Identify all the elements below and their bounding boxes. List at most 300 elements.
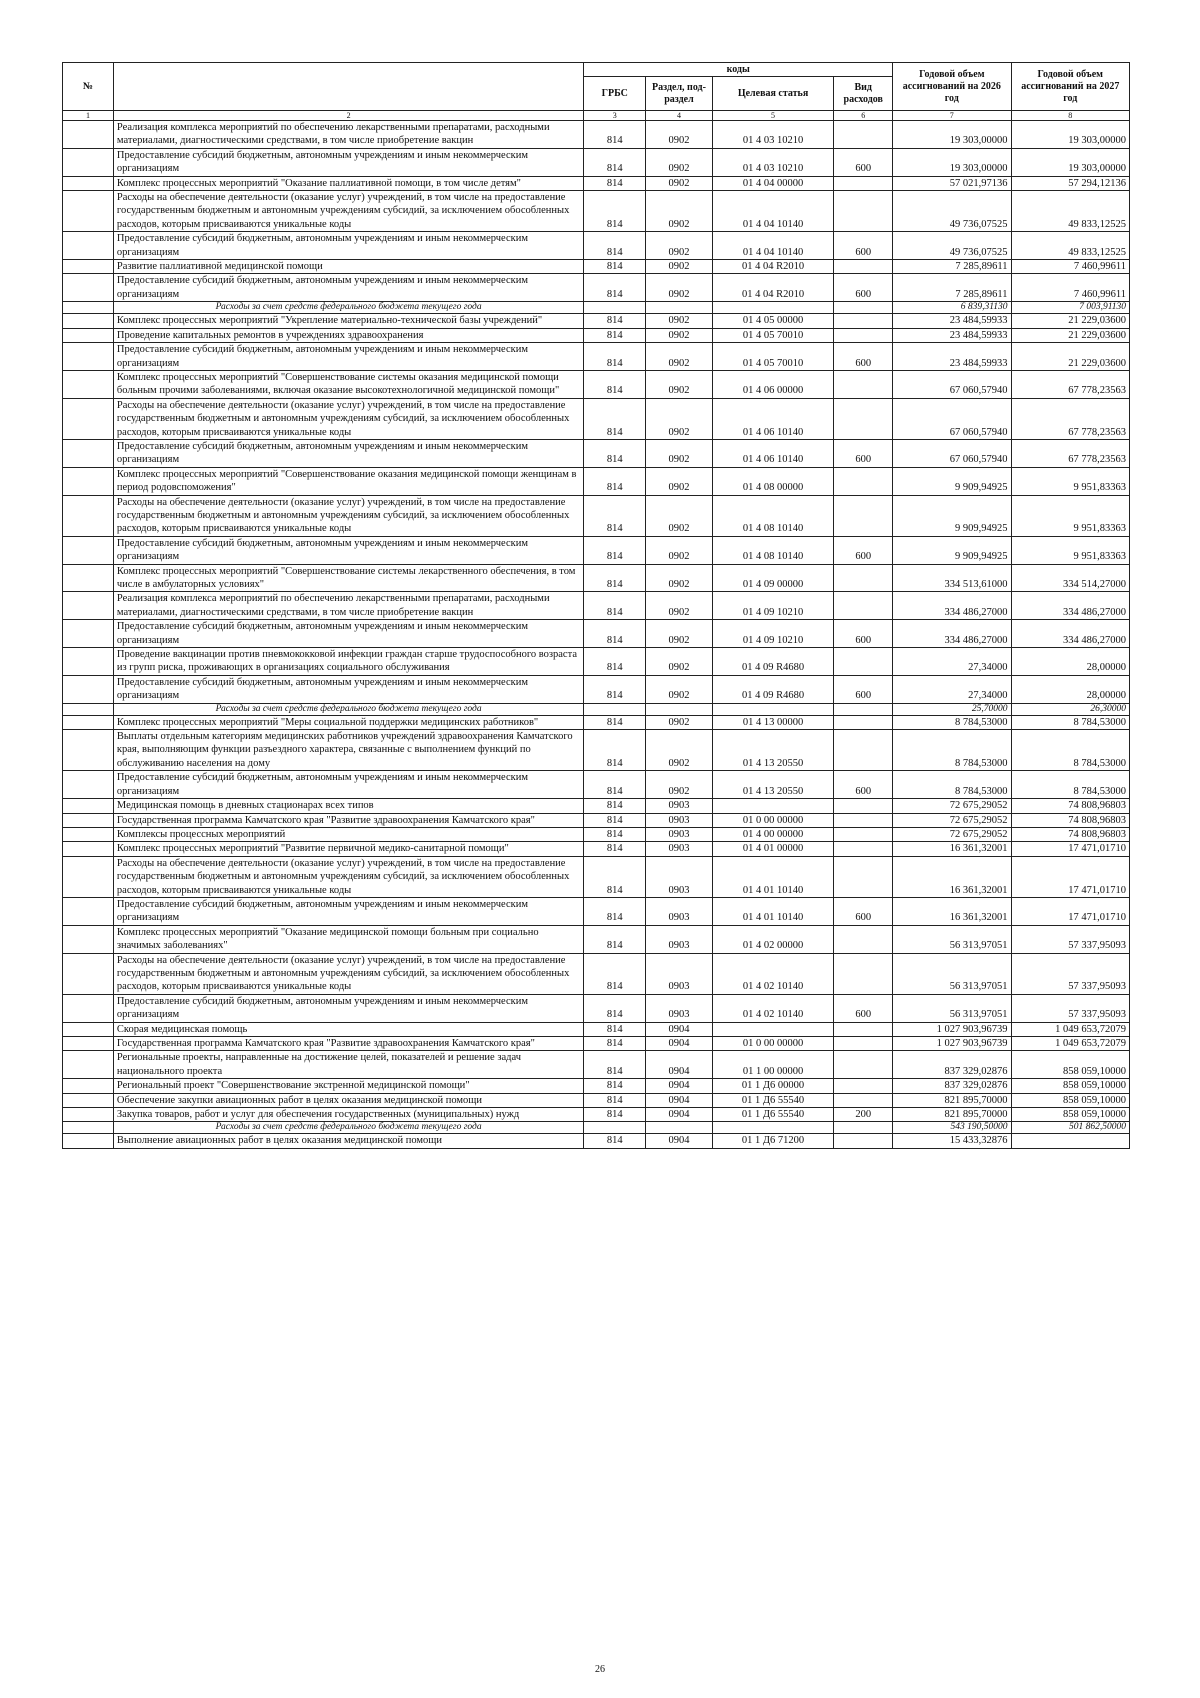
row-target-cell: 01 4 00 00000 [712, 827, 834, 841]
row-2027-cell: 57 294,12136 [1011, 176, 1129, 190]
row-2027-cell: 8 784,53000 [1011, 715, 1129, 729]
row-kind-cell: 600 [834, 232, 893, 260]
row-name-cell: Предоставление субсидий бюджетным, автономным учреждениям и иным некоммерческим организациям [113, 439, 583, 467]
row-name-cell: Предоставление субсидий бюджетным, автономным учреждениям и иным некоммерческим организациям [113, 675, 583, 703]
row-section-cell: 0903 [646, 897, 712, 925]
row-target-cell: 01 4 08 00000 [712, 467, 834, 495]
row-name-cell: Комплекс процессных мероприятий "Меры социальной поддержки медицинских работников" [113, 715, 583, 729]
row-2026-cell: 9 909,94925 [893, 536, 1011, 564]
row-number-cell [63, 994, 114, 1022]
index-cell: 5 [712, 111, 834, 121]
row-2026-cell: 543 190,50000 [893, 1122, 1011, 1134]
row-section-cell: 0904 [646, 1037, 712, 1051]
row-section-cell: 0902 [646, 328, 712, 342]
table-row [63, 842, 1130, 856]
row-kind-cell [834, 328, 893, 342]
table-row [63, 620, 1130, 648]
row-number-cell [63, 703, 114, 715]
row-grbs-cell: 814 [584, 1093, 646, 1107]
row-2026-cell: 6 839,31130 [893, 302, 1011, 314]
row-section-cell: 0903 [646, 827, 712, 841]
row-kind-cell [834, 302, 893, 314]
index-cell: 6 [834, 111, 893, 121]
row-number-cell [63, 191, 114, 232]
row-kind-cell: 600 [834, 439, 893, 467]
row-2026-cell: 837 329,02876 [893, 1051, 1011, 1079]
row-2026-cell: 334 486,27000 [893, 592, 1011, 620]
row-name-cell: Предоставление субсидий бюджетным, автономным учреждениям и иным некоммерческим организациям [113, 897, 583, 925]
row-grbs-cell: 814 [584, 953, 646, 994]
row-target-cell: 01 0 00 00000 [712, 813, 834, 827]
row-name-cell: Проведение капитальных ремонтов в учреждениях здравоохранения [113, 328, 583, 342]
row-section-cell: 0903 [646, 842, 712, 856]
row-grbs-cell: 814 [584, 314, 646, 328]
row-section-cell: 0902 [646, 439, 712, 467]
row-number-cell [63, 620, 114, 648]
row-number-cell [63, 813, 114, 827]
row-kind-cell [834, 842, 893, 856]
row-target-cell: 01 4 06 00000 [712, 370, 834, 398]
row-section-cell [646, 302, 712, 314]
row-2026-cell: 57 021,97136 [893, 176, 1011, 190]
row-number-cell [63, 467, 114, 495]
header-name-blank [113, 63, 583, 111]
row-section-cell: 0902 [646, 343, 712, 371]
row-target-cell [712, 799, 834, 813]
table-body [63, 121, 1130, 1149]
table-row [63, 813, 1130, 827]
row-number-cell [63, 715, 114, 729]
table-row [63, 799, 1130, 813]
row-2027-cell: 74 808,96803 [1011, 827, 1129, 841]
row-section-cell: 0904 [646, 1134, 712, 1148]
row-2026-cell: 72 675,29052 [893, 799, 1011, 813]
row-number-cell [63, 842, 114, 856]
row-2027-cell: 17 471,01710 [1011, 856, 1129, 897]
row-number-cell [63, 1122, 114, 1134]
row-grbs-cell: 814 [584, 827, 646, 841]
table-row [63, 564, 1130, 592]
row-target-cell: 01 4 06 10140 [712, 439, 834, 467]
row-2026-cell: 56 313,97051 [893, 953, 1011, 994]
row-2027-cell: 57 337,95093 [1011, 994, 1129, 1022]
row-target-cell: 01 4 08 10140 [712, 536, 834, 564]
row-2026-cell: 19 303,00000 [893, 148, 1011, 176]
row-number-cell [63, 827, 114, 841]
header-target: Целевая статья [712, 77, 834, 111]
row-number-cell [63, 343, 114, 371]
row-2027-cell: 28,00000 [1011, 648, 1129, 676]
row-2027-cell: 49 833,12525 [1011, 191, 1129, 232]
federal-budget-row [63, 302, 1130, 314]
row-grbs-cell: 814 [584, 260, 646, 274]
row-kind-cell: 600 [834, 675, 893, 703]
row-2027-cell: 17 471,01710 [1011, 842, 1129, 856]
row-grbs-cell: 814 [584, 730, 646, 771]
row-2026-cell: 72 675,29052 [893, 813, 1011, 827]
row-name-cell: Расходы на обеспечение деятельности (оказание услуг) учреждений, в том числе на предоставление государственным бюджетным и автономным учреждениям субсидий, за исключением обособленных расходов, которым присваиваются уникальные коды [113, 398, 583, 439]
row-grbs-cell: 814 [584, 675, 646, 703]
federal-budget-row [63, 703, 1130, 715]
row-target-cell: 01 4 01 00000 [712, 842, 834, 856]
row-target-cell: 01 4 04 10140 [712, 191, 834, 232]
row-name-cell: Скорая медицинская помощь [113, 1022, 583, 1036]
row-target-cell: 01 4 05 70010 [712, 343, 834, 371]
row-2027-cell: 858 059,10000 [1011, 1108, 1129, 1122]
row-kind-cell [834, 398, 893, 439]
row-2027-cell: 57 337,95093 [1011, 925, 1129, 953]
row-grbs-cell: 814 [584, 191, 646, 232]
row-number-cell [63, 953, 114, 994]
row-grbs-cell: 814 [584, 715, 646, 729]
row-section-cell: 0902 [646, 620, 712, 648]
row-grbs-cell [584, 703, 646, 715]
row-target-cell: 01 4 03 10210 [712, 148, 834, 176]
row-target-cell: 01 4 01 10140 [712, 856, 834, 897]
row-kind-cell [834, 176, 893, 190]
row-name-cell: Предоставление субсидий бюджетным, автономным учреждениям и иным некоммерческим организациям [113, 274, 583, 302]
row-2027-cell: 334 486,27000 [1011, 592, 1129, 620]
row-grbs-cell: 814 [584, 771, 646, 799]
row-name-cell: Комплексы процессных мероприятий [113, 827, 583, 841]
row-kind-cell [834, 1051, 893, 1079]
table-row [63, 536, 1130, 564]
row-grbs-cell: 814 [584, 620, 646, 648]
row-grbs-cell: 814 [584, 1134, 646, 1148]
row-kind-cell [834, 648, 893, 676]
row-section-cell: 0902 [646, 771, 712, 799]
table-row [63, 232, 1130, 260]
row-2026-cell: 16 361,32001 [893, 897, 1011, 925]
row-section-cell: 0902 [646, 274, 712, 302]
row-name-cell: Комплекс процессных мероприятий "Оказание медицинской помощи больным при социально значимых заболеваниях" [113, 925, 583, 953]
row-2027-cell [1011, 1134, 1129, 1148]
row-number-cell [63, 592, 114, 620]
row-number-cell [63, 370, 114, 398]
table-row [63, 343, 1130, 371]
row-grbs-cell: 814 [584, 1022, 646, 1036]
row-kind-cell: 600 [834, 771, 893, 799]
row-2027-cell: 49 833,12525 [1011, 232, 1129, 260]
row-number-cell [63, 675, 114, 703]
row-2027-cell: 19 303,00000 [1011, 121, 1129, 149]
table-row [63, 314, 1130, 328]
row-kind-cell [834, 799, 893, 813]
row-name-cell: Региональные проекты, направленные на достижение целей, показателей и решение задач национального проекта [113, 1051, 583, 1079]
row-name-cell: Выплаты отдельным категориям медицинских работников учреждений здравоохранения Камчатского края, выполняющим функции разъездного характера, связанные с выполнением функций по обслуживанию населения на дому [113, 730, 583, 771]
row-target-cell: 01 4 02 10140 [712, 994, 834, 1022]
row-number-cell [63, 232, 114, 260]
row-number-cell [63, 1093, 114, 1107]
table-row [63, 495, 1130, 536]
row-2026-cell: 16 361,32001 [893, 842, 1011, 856]
row-2026-cell: 19 303,00000 [893, 121, 1011, 149]
row-name-cell: Проведение вакцинации против пневмококковой инфекции граждан старше трудоспособного возраста из групп риска, проживающих в организациях социального обслуживания [113, 648, 583, 676]
row-section-cell: 0904 [646, 1093, 712, 1107]
row-2027-cell: 21 229,03600 [1011, 343, 1129, 371]
row-kind-cell [834, 813, 893, 827]
table-row [63, 176, 1130, 190]
table-row [63, 897, 1130, 925]
row-name-cell: Развитие паллиативной медицинской помощи [113, 260, 583, 274]
row-2026-cell: 56 313,97051 [893, 925, 1011, 953]
index-cell: 7 [893, 111, 1011, 121]
row-2026-cell: 837 329,02876 [893, 1079, 1011, 1093]
row-2027-cell: 19 303,00000 [1011, 148, 1129, 176]
row-target-cell [712, 302, 834, 314]
row-grbs-cell: 814 [584, 370, 646, 398]
table-row [63, 439, 1130, 467]
row-kind-cell [834, 1093, 893, 1107]
row-number-cell [63, 274, 114, 302]
row-grbs-cell: 814 [584, 592, 646, 620]
row-grbs-cell: 814 [584, 1051, 646, 1079]
row-2026-cell: 25,70000 [893, 703, 1011, 715]
row-number-cell [63, 121, 114, 149]
row-number-cell [63, 260, 114, 274]
federal-budget-row [63, 1122, 1130, 1134]
table-row [63, 1108, 1130, 1122]
row-number-cell [63, 856, 114, 897]
row-2027-cell: 858 059,10000 [1011, 1093, 1129, 1107]
row-number-cell [63, 1134, 114, 1148]
row-2027-cell: 21 229,03600 [1011, 328, 1129, 342]
row-section-cell: 0903 [646, 856, 712, 897]
row-name-cell: Предоставление субсидий бюджетным, автономным учреждениям и иным некоммерческим организациям [113, 536, 583, 564]
row-kind-cell: 600 [834, 536, 893, 564]
row-name-cell: Предоставление субсидий бюджетным, автономным учреждениям и иным некоммерческим организациям [113, 771, 583, 799]
row-kind-cell [834, 1079, 893, 1093]
row-section-cell: 0903 [646, 994, 712, 1022]
table-row [63, 675, 1130, 703]
header-codes: коды [584, 63, 893, 77]
table-row [63, 730, 1130, 771]
row-grbs-cell: 814 [584, 495, 646, 536]
row-grbs-cell: 814 [584, 274, 646, 302]
table-row [63, 121, 1130, 149]
table-row [63, 648, 1130, 676]
row-target-cell: 01 1 Д6 55540 [712, 1108, 834, 1122]
table-row [63, 1037, 1130, 1051]
row-name-cell: Комплекс процессных мероприятий "Совершенствование системы оказания медицинской помощи больным прочими заболеваниями, включая оказание высокотехнологичной медицинской помощи" [113, 370, 583, 398]
row-2026-cell: 8 784,53000 [893, 715, 1011, 729]
row-target-cell: 01 4 02 10140 [712, 953, 834, 994]
row-2027-cell: 1 049 653,72079 [1011, 1037, 1129, 1051]
row-kind-cell: 600 [834, 994, 893, 1022]
row-section-cell: 0902 [646, 467, 712, 495]
row-name-cell: Комплекс процессных мероприятий "Развитие первичной медико-санитарной помощи" [113, 842, 583, 856]
row-section-cell: 0902 [646, 536, 712, 564]
row-2026-cell: 821 895,70000 [893, 1108, 1011, 1122]
row-2027-cell: 21 229,03600 [1011, 314, 1129, 328]
row-2026-cell: 7 285,89611 [893, 260, 1011, 274]
row-kind-cell [834, 1022, 893, 1036]
row-target-cell: 01 4 01 10140 [712, 897, 834, 925]
table-row [63, 398, 1130, 439]
row-2027-cell: 57 337,95093 [1011, 953, 1129, 994]
row-2026-cell: 8 784,53000 [893, 771, 1011, 799]
table-row [63, 1022, 1130, 1036]
row-target-cell: 01 4 09 R4680 [712, 675, 834, 703]
table-row [63, 1134, 1130, 1148]
row-kind-cell [834, 703, 893, 715]
row-2026-cell: 1 027 903,96739 [893, 1022, 1011, 1036]
table-row [63, 994, 1130, 1022]
row-name-cell: Расходы на обеспечение деятельности (оказание услуг) учреждений, в том числе на предоставление государственным бюджетным и автономным учреждениям субсидий, за исключением обособленных расходов, которым присваиваются уникальные коды [113, 495, 583, 536]
index-cell: 2 [113, 111, 583, 121]
row-grbs-cell: 814 [584, 925, 646, 953]
row-name-cell: Закупка товаров, работ и услуг для обеспечения государственных (муниципальных) нужд [113, 1108, 583, 1122]
row-2027-cell: 74 808,96803 [1011, 799, 1129, 813]
row-kind-cell: 600 [834, 343, 893, 371]
row-2026-cell: 23 484,59933 [893, 328, 1011, 342]
row-name-cell: Расходы за счет средств федерального бюджета текущего года [113, 302, 583, 314]
row-number-cell [63, 925, 114, 953]
row-2027-cell: 7 460,99611 [1011, 260, 1129, 274]
row-2027-cell: 74 808,96803 [1011, 813, 1129, 827]
row-kind-cell [834, 856, 893, 897]
budget-table-sheet [62, 62, 1130, 1149]
row-grbs-cell: 814 [584, 813, 646, 827]
row-2026-cell: 16 361,32001 [893, 856, 1011, 897]
row-section-cell: 0902 [646, 176, 712, 190]
row-target-cell: 01 4 13 20550 [712, 771, 834, 799]
row-section-cell: 0903 [646, 813, 712, 827]
table-row [63, 370, 1130, 398]
row-target-cell: 01 1 Д6 71200 [712, 1134, 834, 1148]
row-2026-cell: 67 060,57940 [893, 398, 1011, 439]
row-kind-cell [834, 1037, 893, 1051]
header-2027: Годовой объем ассигнований на 2027 год [1011, 63, 1129, 111]
row-kind-cell [834, 495, 893, 536]
row-section-cell: 0903 [646, 953, 712, 994]
row-section-cell: 0902 [646, 592, 712, 620]
row-section-cell: 0902 [646, 121, 712, 149]
row-section-cell: 0902 [646, 232, 712, 260]
row-2027-cell: 8 784,53000 [1011, 730, 1129, 771]
index-cell: 4 [646, 111, 712, 121]
row-2027-cell: 67 778,23563 [1011, 439, 1129, 467]
row-name-cell: Государственная программа Камчатского края "Развитие здравоохранения Камчатского края" [113, 813, 583, 827]
row-2026-cell: 49 736,07525 [893, 191, 1011, 232]
row-kind-cell [834, 121, 893, 149]
index-cell: 1 [63, 111, 114, 121]
row-kind-cell [834, 564, 893, 592]
header-2026: Годовой объем ассигнований на 2026 год [893, 63, 1011, 111]
table-row [63, 274, 1130, 302]
row-number-cell [63, 495, 114, 536]
row-number-cell [63, 536, 114, 564]
row-section-cell: 0902 [646, 648, 712, 676]
row-number-cell [63, 1108, 114, 1122]
row-name-cell: Предоставление субсидий бюджетным, автономным учреждениям и иным некоммерческим организациям [113, 620, 583, 648]
row-grbs-cell: 814 [584, 439, 646, 467]
row-name-cell: Расходы за счет средств федерального бюджета текущего года [113, 1122, 583, 1134]
row-number-cell [63, 1037, 114, 1051]
row-section-cell [646, 1122, 712, 1134]
row-kind-cell [834, 827, 893, 841]
header-grbs: ГРБС [584, 77, 646, 111]
row-name-cell: Медицинская помощь в дневных стационарах всех типов [113, 799, 583, 813]
row-section-cell: 0904 [646, 1051, 712, 1079]
row-number-cell [63, 1079, 114, 1093]
row-2026-cell: 821 895,70000 [893, 1093, 1011, 1107]
row-target-cell: 01 4 13 00000 [712, 715, 834, 729]
row-kind-cell [834, 715, 893, 729]
row-section-cell: 0902 [646, 398, 712, 439]
row-kind-cell [834, 370, 893, 398]
row-section-cell: 0902 [646, 148, 712, 176]
row-target-cell: 01 4 06 10140 [712, 398, 834, 439]
row-number-cell [63, 648, 114, 676]
row-2027-cell: 334 514,27000 [1011, 564, 1129, 592]
row-2027-cell: 334 486,27000 [1011, 620, 1129, 648]
row-grbs-cell [584, 1122, 646, 1134]
row-name-cell: Региональный проект "Совершенствование экстренной медицинской помощи" [113, 1079, 583, 1093]
row-section-cell: 0902 [646, 260, 712, 274]
row-name-cell: Комплекс процессных мероприятий "Оказание паллиативной помощи, в том числе детям" [113, 176, 583, 190]
row-name-cell: Расходы на обеспечение деятельности (оказание услуг) учреждений, в том числе на предоставление государственным бюджетным и автономным учреждениям субсидий, за исключением обособленных расходов, которым присваиваются уникальные коды [113, 856, 583, 897]
row-grbs-cell: 814 [584, 536, 646, 564]
row-grbs-cell: 814 [584, 994, 646, 1022]
row-section-cell: 0903 [646, 925, 712, 953]
row-2027-cell: 9 951,83363 [1011, 495, 1129, 536]
budget-table [62, 62, 1130, 1149]
row-2026-cell: 8 784,53000 [893, 730, 1011, 771]
row-name-cell: Предоставление субсидий бюджетным, автономным учреждениям и иным некоммерческим организациям [113, 232, 583, 260]
table-row [63, 925, 1130, 953]
row-number-cell [63, 799, 114, 813]
table-row [63, 856, 1130, 897]
row-grbs-cell: 814 [584, 176, 646, 190]
row-section-cell: 0902 [646, 370, 712, 398]
row-2026-cell: 23 484,59933 [893, 343, 1011, 371]
row-2026-cell: 1 027 903,96739 [893, 1037, 1011, 1051]
row-target-cell: 01 4 09 10210 [712, 620, 834, 648]
table-row [63, 715, 1130, 729]
row-kind-cell: 600 [834, 148, 893, 176]
row-name-cell: Реализация комплекса мероприятий по обеспечению лекарственными препаратами, расходными материалами, диагностическими средствами, в том числе приобретение вакцин [113, 121, 583, 149]
row-kind-cell [834, 1134, 893, 1148]
row-target-cell [712, 1122, 834, 1134]
row-target-cell: 01 1 00 00000 [712, 1051, 834, 1079]
row-2027-cell: 67 778,23563 [1011, 398, 1129, 439]
table-row [63, 260, 1130, 274]
row-2026-cell: 49 736,07525 [893, 232, 1011, 260]
row-2027-cell: 7 003,91130 [1011, 302, 1129, 314]
row-name-cell: Государственная программа Камчатского края "Развитие здравоохранения Камчатского края" [113, 1037, 583, 1051]
row-grbs-cell: 814 [584, 648, 646, 676]
row-target-cell: 01 4 05 00000 [712, 314, 834, 328]
row-2027-cell: 28,00000 [1011, 675, 1129, 703]
row-2026-cell: 15 433,32876 [893, 1134, 1011, 1148]
row-grbs-cell: 814 [584, 799, 646, 813]
row-number-cell [63, 564, 114, 592]
row-kind-cell [834, 730, 893, 771]
table-row [63, 148, 1130, 176]
row-2026-cell: 67 060,57940 [893, 439, 1011, 467]
row-grbs-cell: 814 [584, 343, 646, 371]
row-grbs-cell: 814 [584, 856, 646, 897]
row-target-cell: 01 4 04 R2010 [712, 260, 834, 274]
row-target-cell: 01 0 00 00000 [712, 1037, 834, 1051]
row-2027-cell: 501 862,50000 [1011, 1122, 1129, 1134]
row-section-cell: 0902 [646, 675, 712, 703]
row-kind-cell [834, 314, 893, 328]
row-kind-cell: 200 [834, 1108, 893, 1122]
row-grbs-cell: 814 [584, 148, 646, 176]
row-target-cell: 01 4 09 10210 [712, 592, 834, 620]
